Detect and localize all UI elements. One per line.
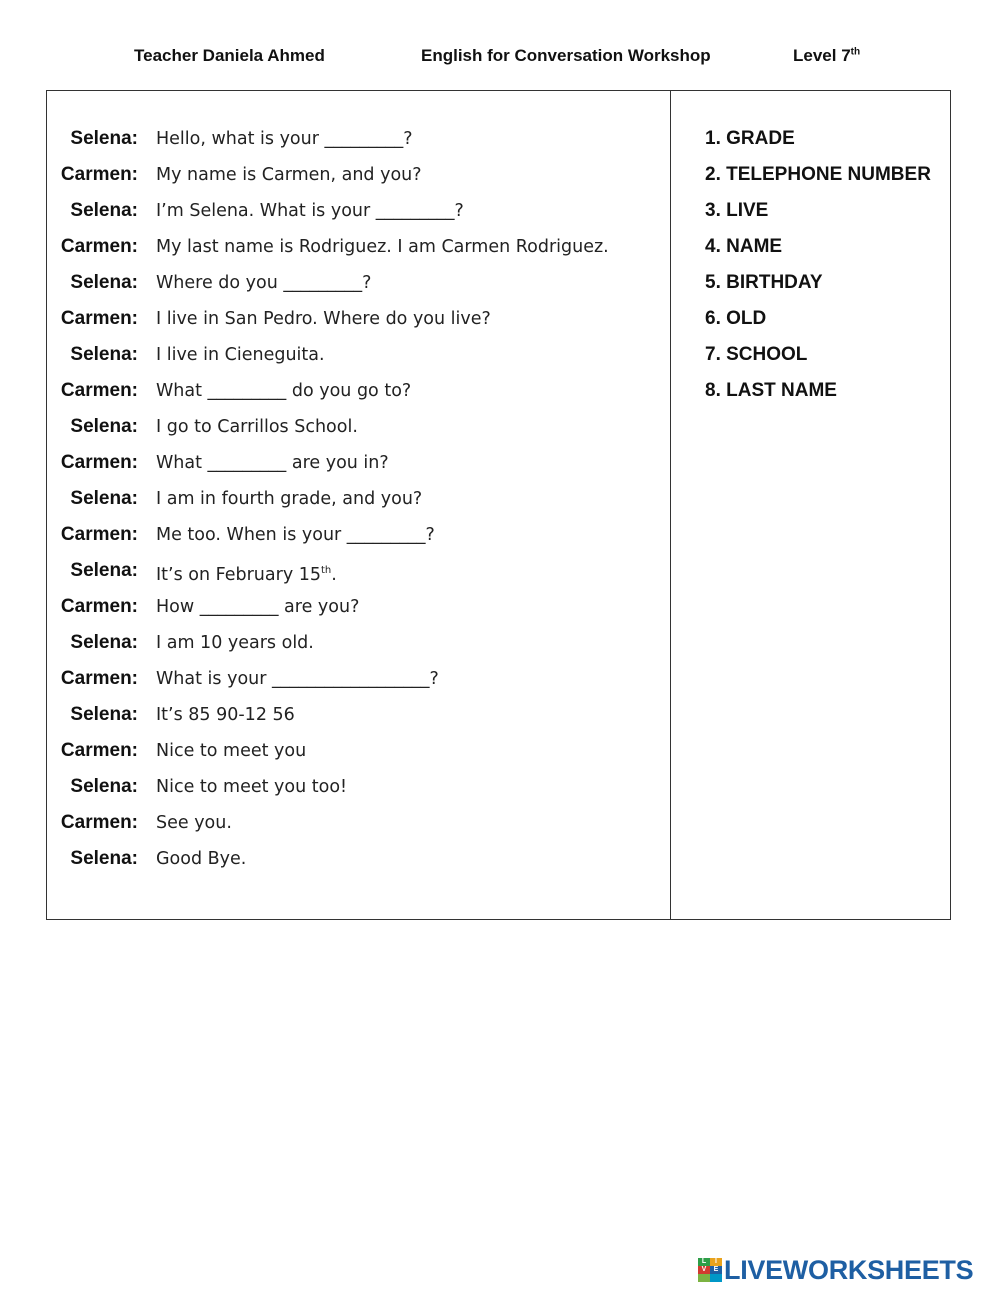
level-text: Level 7 [793, 46, 851, 65]
word-bank-item: 3. LIVE [705, 200, 769, 221]
speaker-name: Carmen: [60, 308, 138, 329]
speaker-name: Selena: [70, 848, 138, 869]
speaker-name: Carmen: [60, 452, 138, 473]
speaker-name: Selena: [70, 200, 138, 221]
dialogue-text-main: What _________ do you go to? [156, 381, 412, 401]
dialogue-line [47, 733, 667, 769]
dialogue-text-main: I’m Selena. What is your _________? [156, 201, 464, 221]
speaker-name: Selena: [70, 344, 138, 365]
dialogue-text-main: My name is Carmen, and you? [156, 165, 422, 185]
speaker-name: Selena: [70, 272, 138, 293]
dialogue-text-main: Nice to meet you [156, 741, 307, 761]
dialogue-text-main: It’s 85 90-12 56 [156, 705, 295, 725]
word-bank [705, 121, 931, 409]
dialogue-line [47, 517, 667, 553]
speaker-name: Selena: [70, 128, 138, 149]
dialogue-line [47, 229, 667, 265]
dialogue-text [156, 373, 411, 409]
dialogue-superscript: th [321, 565, 332, 576]
speaker-name: Selena: [70, 560, 138, 581]
speaker-name: Selena: [70, 776, 138, 797]
dialogue-text [156, 769, 347, 805]
dialogue-text [156, 265, 371, 301]
dialogue-text [156, 409, 358, 445]
dialogue-line [47, 805, 667, 841]
logo-tile [710, 1274, 722, 1282]
dialogue-text-main: I go to Carrillos School. [156, 417, 358, 437]
speaker-name: Selena: [70, 416, 138, 437]
dialogue-text [156, 193, 464, 229]
speaker-name: Selena: [70, 632, 138, 653]
word-bank-item: 4. NAME [705, 236, 783, 257]
worksheet-header [0, 46, 1000, 70]
dialogue-text [156, 697, 295, 733]
level-label [793, 46, 860, 66]
dialogue-line [47, 553, 667, 589]
dialogue-text-main: Me too. When is your _________? [156, 525, 435, 545]
word-bank-item: 2. TELEPHONE NUMBER [705, 164, 931, 185]
dialogue-text [156, 553, 337, 593]
dialogue-line [47, 589, 667, 625]
liveworksheets-logo-icon [698, 1258, 722, 1282]
dialogue-text-end: . [331, 564, 337, 585]
dialogue-text-main: Nice to meet you too! [156, 777, 348, 797]
dialogue-line [47, 625, 667, 661]
dialogue-line [47, 661, 667, 697]
dialogue-line [47, 157, 667, 193]
dialogue-line [47, 445, 667, 481]
dialogue-text [156, 481, 422, 517]
dialogue-text-main: My last name is Rodriguez. I am Carmen Rodriguez. [156, 237, 609, 257]
dialogue-text [156, 301, 491, 337]
dialogue-text [156, 337, 325, 373]
course-title: English for Conversation Workshop [421, 46, 711, 65]
speaker-name: Carmen: [60, 740, 138, 761]
speaker-name: Selena: [70, 488, 138, 509]
dialogue-text-main: Hello, what is your _________? [156, 129, 413, 149]
dialogue-text [156, 229, 609, 265]
dialogue-line [47, 481, 667, 517]
dialogue-text [156, 517, 435, 553]
speaker-name: Carmen: [60, 380, 138, 401]
dialogue-line [47, 265, 667, 301]
dialogue-text-main: It’s on February 15 [156, 564, 322, 585]
dialogue-column [47, 121, 667, 877]
dialogue-text [156, 589, 359, 625]
logo-tile [698, 1274, 710, 1282]
dialogue-text [156, 625, 314, 661]
logo-tile: L [698, 1258, 710, 1266]
word-bank-item: 1. GRADE [705, 128, 795, 149]
teacher-name: Teacher Daniela Ahmed [134, 46, 325, 65]
dialogue-line [47, 193, 667, 229]
speaker-name: Selena: [70, 704, 138, 725]
dialogue-line [47, 337, 667, 373]
logo-tile: E [710, 1266, 722, 1274]
dialogue-text-main: I am in fourth grade, and you? [156, 489, 423, 509]
worksheet-table [46, 90, 951, 920]
word-bank-item: 5. BIRTHDAY [705, 272, 823, 293]
dialogue-text-main: What _________ are you in? [156, 453, 389, 473]
brand-name: LIVEWORKSHEETS [724, 1254, 974, 1285]
dialogue-text-main: What is your __________________? [156, 669, 439, 689]
speaker-name: Carmen: [60, 524, 138, 545]
speaker-name: Carmen: [60, 812, 138, 833]
dialogue-text [156, 805, 232, 841]
speaker-name: Carmen: [60, 164, 138, 185]
dialogue-text-main: I am 10 years old. [156, 633, 314, 653]
dialogue-text [156, 121, 413, 157]
dialogue-line [47, 769, 667, 805]
speaker-name: Carmen: [60, 236, 138, 257]
dialogue-line [47, 373, 667, 409]
dialogue-text [156, 661, 439, 697]
dialogue-text-main: Good Bye. [156, 849, 247, 869]
word-bank-item: 8. LAST NAME [705, 380, 837, 401]
dialogue-line [47, 697, 667, 733]
dialogue-line [47, 301, 667, 337]
level-superscript: th [850, 46, 861, 58]
dialogue-line [47, 121, 667, 157]
speaker-name: Carmen: [60, 668, 138, 689]
dialogue-text [156, 445, 389, 481]
liveworksheets-brand [698, 1255, 973, 1285]
logo-tile: V [698, 1266, 710, 1274]
logo-tile: I [710, 1258, 722, 1266]
dialogue-line [47, 409, 667, 445]
column-divider [670, 91, 671, 919]
dialogue-text-main: Where do you _________? [156, 273, 372, 293]
word-bank-item: 6. OLD [705, 308, 767, 329]
word-bank-item: 7. SCHOOL [705, 344, 808, 365]
dialogue-text-main: How _________ are you? [156, 597, 360, 617]
dialogue-text-main: I live in San Pedro. Where do you live? [156, 309, 491, 329]
dialogue-text [156, 733, 306, 769]
dialogue-text [156, 841, 246, 877]
dialogue-line [47, 841, 667, 877]
dialogue-text-main: I live in Cieneguita. [156, 345, 325, 365]
speaker-name: Carmen: [60, 596, 138, 617]
dialogue-text [156, 157, 422, 193]
dialogue-text-main: See you. [156, 813, 232, 833]
